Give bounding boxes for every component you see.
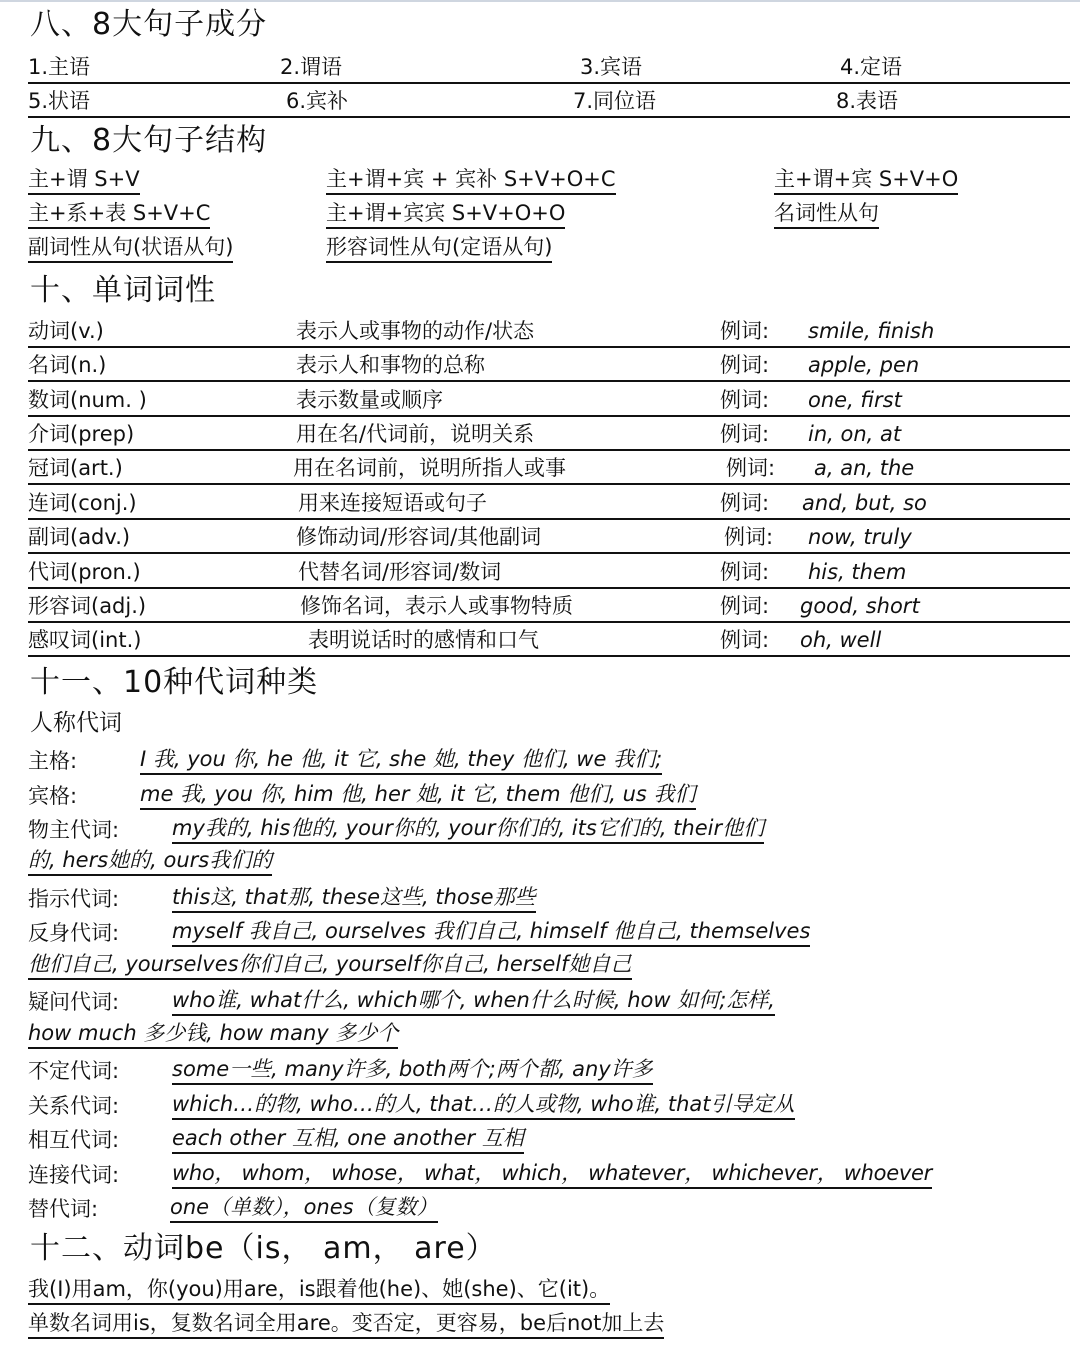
pos-example-label: 例词: [720,560,770,584]
conjunctive-values: who， whom， whose， what， which， whatever， whichever， whoever [172,1159,932,1189]
demonstrative-row [28,880,1070,914]
possessive-values: my我的, his他的, your你的, your你们的, its它们的, their他们 [172,814,764,844]
relative-label: 关系代词: [28,1094,120,1118]
pos-example-label: 例词: [720,319,770,343]
structure-noun-clause: 名词性从句 [774,199,879,229]
pos-name: 感叹词(int.) [28,628,142,652]
pos-name: 数词(num. ) [28,388,147,412]
pos-example-label: 例词: [720,353,770,377]
relative-values: which…的物, who…的人, that…的人或物, who谁, that引导定从 [172,1090,795,1120]
pos-example: good, short [800,594,920,618]
reciprocal-row [28,1121,1070,1155]
reciprocal-values: each other 互相, one another 互相 [172,1124,524,1154]
section-9-title: 九、8大句子结构 [30,123,268,158]
conjunctive-label: 连接代词: [28,1163,120,1187]
pos-name: 代词(pron.) [28,560,141,584]
sentence-components-row-1 [28,48,1070,84]
reflexive-label: 反身代词: [28,921,120,945]
reflexive-values: myself 我自己, ourselves 我们自己, himself 他自己, themselves [172,917,810,947]
component-3: 3.宾语 [580,55,643,79]
pos-example-label: 例词: [726,456,776,480]
sentence-structure-row-2 [28,196,1070,230]
substitute-row [28,1190,1070,1224]
structure-svs: 主+谓 S+V [28,165,140,195]
demonstrative-values: this这, that那, these这些, those那些 [172,883,536,913]
accusative-label: 宾格: [28,784,78,808]
conjunctive-row [28,1156,1070,1190]
structure-svoc: 主+谓+宾 + 宾补 S+V+O+C [326,165,616,195]
section-11-title: 十一、10种代词种类 [30,665,319,700]
be-verb-rule-2: 单数名词用is，复数名词全用are。变否定，更容易，be后not加上去 [28,1309,664,1339]
component-6: 6.宾补 [286,89,349,113]
nominative-values: I 我, you 你, he 他, it 它, she 她, they 他们, we 我们; [140,745,662,775]
demonstrative-label: 指示代词: [28,887,120,911]
pos-name: 冠词(art.) [28,456,123,480]
pos-row [28,484,1070,520]
indefinite-values: some一些, many许多, both两个;两个都, any许多 [172,1055,653,1085]
pos-desc: 用在名/代词前，说明关系 [296,422,535,446]
section-10-title: 十、单词词性 [30,273,216,308]
possessive-label: 物主代词: [28,818,120,842]
pos-example-label: 例词: [720,491,770,515]
reciprocal-label: 相互代词: [28,1128,120,1152]
sentence-components-row-2 [28,82,1070,118]
pos-example: now, truly [808,525,912,549]
pos-example-label: 例词: [720,594,770,618]
pos-desc: 修饰名词，表示人或事物特质 [300,594,573,618]
substitute-values: one（单数），ones（复数） [170,1193,438,1223]
component-2: 2.谓语 [280,55,343,79]
relative-row [28,1087,1070,1121]
sentence-structure-row-3 [28,230,1070,264]
pos-row [28,346,1070,382]
pos-name: 动词(v.) [28,319,104,343]
pos-row [28,312,1070,348]
pos-row [28,415,1070,451]
sentence-structure-row-1 [28,162,1070,196]
pos-example: oh, well [800,628,882,652]
pos-row [28,587,1070,623]
component-1: 1.主语 [28,55,91,79]
component-7: 7.同位语 [573,89,657,113]
accusative-values: me 我, you 你, him 他, her 她, it 它, them 他们, us 我们 [140,780,696,810]
pos-example: in, on, at [808,422,902,446]
pos-desc: 表示人或事物的动作/状态 [296,319,535,343]
pos-example-label: 例词: [720,422,770,446]
pos-row [28,449,1070,485]
pos-name: 形容词(adj.) [28,594,147,618]
indefinite-label: 不定代词: [28,1059,120,1083]
pos-example: a, an, the [814,456,915,480]
pos-row [28,518,1070,554]
pos-desc: 表示人和事物的总称 [296,353,485,377]
component-5: 5.状语 [28,89,91,113]
pos-example: apple, pen [808,353,920,377]
pos-example-label: 例词: [720,628,770,652]
reflexive-row [28,914,1070,948]
nominative-label: 主格: [28,749,78,773]
pos-name: 副词(adv.) [28,525,131,549]
section-8-title: 八、8大句子成分 [30,7,268,42]
possessive-values-continued: 的, hers她的, ours我们的 [28,846,272,876]
nominative-row [28,742,1070,776]
component-8: 8.表语 [836,89,899,113]
pos-example: one, first [808,388,902,412]
pos-example-label: 例词: [720,388,770,412]
pos-row [28,553,1070,589]
pos-desc: 用来连接短语或句子 [298,491,487,515]
reflexive-values-continued: 他们自己, yourselves你们自己, yourself你自己, herself她自己 [28,950,632,980]
pos-desc: 代替名词/形容词/数词 [298,560,502,584]
pos-example-label: 例词: [724,525,774,549]
pos-example: and, but, so [802,491,927,515]
interrogative-values: who谁, what什么, which哪个, when什么时候, how 如何;怎样, [172,986,775,1016]
pos-row [28,621,1070,657]
pos-desc: 用在名词前，说明所指人或事 [293,456,566,480]
pos-example: smile, finish [808,319,935,343]
pos-name: 连词(conj.) [28,491,137,515]
accusative-row [28,777,1070,811]
pos-desc: 表示数量或顺序 [296,388,443,412]
structure-adverbial-clause: 副词性从句(状语从句) [28,233,233,263]
top-border [0,0,1080,2]
pos-row [28,381,1070,417]
substitute-label: 替代词: [28,1197,99,1221]
pos-desc: 表明说话时的感情和口气 [308,628,539,652]
section-12-title: 十二、动词be（is， am， are） [30,1231,497,1266]
possessive-row [28,811,1070,845]
pos-example: his, them [808,560,907,584]
structure-svo: 主+谓+宾 S+V+O [774,165,958,195]
structure-svc: 主+系+表 S+V+C [28,199,210,229]
pos-name: 名词(n.) [28,353,107,377]
personal-pronouns-heading: 人称代词 [30,710,122,736]
structure-svoo: 主+谓+宾宾 S+V+O+O [326,199,565,229]
indefinite-row [28,1052,1070,1086]
structure-attributive-clause: 形容词性从句(定语从句) [326,233,552,263]
interrogative-values-continued: how much 多少钱, how many 多少个 [28,1019,398,1049]
interrogative-label: 疑问代词: [28,990,120,1014]
interrogative-row [28,983,1070,1017]
be-verb-rule-1: 我(I)用am，你(you)用are，is跟着他(he)、她(she)、它(it)。 [28,1275,610,1305]
component-4: 4.定语 [840,55,903,79]
pos-desc: 修饰动词/形容词/其他副词 [296,525,542,549]
pos-name: 介词(prep) [28,422,135,446]
